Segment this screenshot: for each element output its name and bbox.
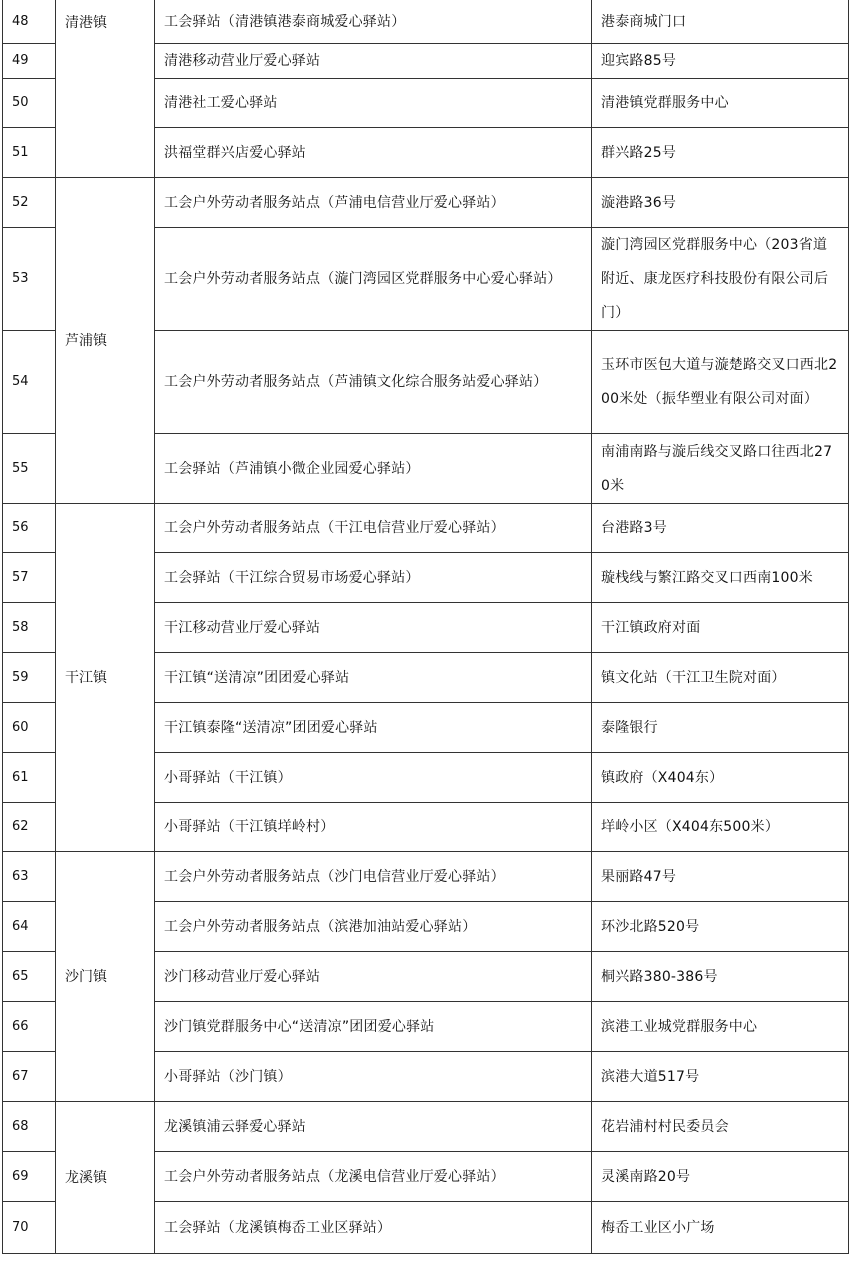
row-number: 52 bbox=[3, 178, 56, 228]
row-number: 64 bbox=[3, 902, 56, 952]
table-row bbox=[3, 0, 849, 44]
station-name: 工会户外劳动者服务站点（沙门电信营业厅爱心驿站） bbox=[155, 852, 592, 902]
row-number: 66 bbox=[3, 1002, 56, 1052]
town-cell: 清港镇 bbox=[56, 0, 155, 178]
station-address: 滨港工业城党群服务中心 bbox=[592, 1002, 849, 1052]
station-name: 沙门移动营业厅爱心驿站 bbox=[155, 952, 592, 1002]
row-number: 57 bbox=[3, 553, 56, 603]
row-number: 49 bbox=[3, 44, 56, 79]
station-address: 群兴路25号 bbox=[592, 128, 849, 178]
row-number: 48 bbox=[3, 0, 56, 44]
table-row bbox=[3, 852, 849, 902]
row-number: 67 bbox=[3, 1052, 56, 1102]
town-cell: 沙门镇 bbox=[56, 852, 155, 1102]
station-name: 工会驿站（清港镇港泰商城爱心驿站） bbox=[155, 0, 592, 44]
station-name: 工会驿站（干江综合贸易市场爱心驿站） bbox=[155, 553, 592, 603]
station-name: 洪福堂群兴店爱心驿站 bbox=[155, 128, 592, 178]
row-number: 70 bbox=[3, 1202, 56, 1254]
station-address: 迎宾路85号 bbox=[592, 44, 849, 79]
station-name: 工会户外劳动者服务站点（龙溪电信营业厅爱心驿站） bbox=[155, 1152, 592, 1202]
town-cell: 龙溪镇 bbox=[56, 1102, 155, 1254]
station-name: 沙门镇党群服务中心“送清凉”团团爱心驿站 bbox=[155, 1002, 592, 1052]
station-address: 桐兴路380-386号 bbox=[592, 952, 849, 1002]
station-name: 工会户外劳动者服务站点（滨港加油站爱心驿站） bbox=[155, 902, 592, 952]
table-row bbox=[3, 1102, 849, 1152]
station-name: 龙溪镇浦云驿爱心驿站 bbox=[155, 1102, 592, 1152]
station-address: 镇文化站（干江卫生院对面） bbox=[592, 653, 849, 703]
station-address: 泰隆银行 bbox=[592, 703, 849, 753]
station-name: 小哥驿站（干江镇） bbox=[155, 753, 592, 803]
station-name: 清港社工爱心驿站 bbox=[155, 79, 592, 128]
station-name: 工会户外劳动者服务站点（干江电信营业厅爱心驿站） bbox=[155, 504, 592, 553]
station-address: 果丽路47号 bbox=[592, 852, 849, 902]
station-address: 南浦南路与漩后线交叉路口往西北270米 bbox=[592, 434, 849, 504]
station-name: 工会户外劳动者服务站点（芦浦电信营业厅爱心驿站） bbox=[155, 178, 592, 228]
station-address: 清港镇党群服务中心 bbox=[592, 79, 849, 128]
station-table bbox=[2, 0, 849, 1254]
row-number: 60 bbox=[3, 703, 56, 753]
row-number: 68 bbox=[3, 1102, 56, 1152]
station-address: 台港路3号 bbox=[592, 504, 849, 553]
station-address: 环沙北路520号 bbox=[592, 902, 849, 952]
station-address: 玉环市医包大道与漩楚路交叉口西北200米处（振华塑业有限公司对面） bbox=[592, 331, 849, 434]
row-number: 61 bbox=[3, 753, 56, 803]
station-name: 干江镇“送清凉”团团爱心驿站 bbox=[155, 653, 592, 703]
station-address: 璇栈线与繁江路交叉口西南100米 bbox=[592, 553, 849, 603]
station-name: 工会驿站（龙溪镇梅岙工业区驿站） bbox=[155, 1202, 592, 1254]
station-address: 梅岙工业区小广场 bbox=[592, 1202, 849, 1254]
station-name: 工会户外劳动者服务站点（芦浦镇文化综合服务站爱心驿站） bbox=[155, 331, 592, 434]
station-address: 漩港路36号 bbox=[592, 178, 849, 228]
row-number: 62 bbox=[3, 803, 56, 852]
station-address: 镇政府（X404东） bbox=[592, 753, 849, 803]
row-number: 53 bbox=[3, 228, 56, 331]
table-row bbox=[3, 504, 849, 553]
row-number: 50 bbox=[3, 79, 56, 128]
station-address: 垟岭小区（X404东500米） bbox=[592, 803, 849, 852]
station-address: 花岩浦村村民委员会 bbox=[592, 1102, 849, 1152]
row-number: 59 bbox=[3, 653, 56, 703]
station-address: 干江镇政府对面 bbox=[592, 603, 849, 653]
station-address: 滨港大道517号 bbox=[592, 1052, 849, 1102]
row-number: 56 bbox=[3, 504, 56, 553]
station-name: 小哥驿站（干江镇垟岭村） bbox=[155, 803, 592, 852]
town-cell: 干江镇 bbox=[56, 504, 155, 852]
row-number: 65 bbox=[3, 952, 56, 1002]
station-name: 干江镇泰隆“送清凉”团团爱心驿站 bbox=[155, 703, 592, 753]
station-name: 工会户外劳动者服务站点（漩门湾园区党群服务中心爱心驿站） bbox=[155, 228, 592, 331]
row-number: 58 bbox=[3, 603, 56, 653]
station-name: 工会驿站（芦浦镇小微企业园爱心驿站） bbox=[155, 434, 592, 504]
town-cell: 芦浦镇 bbox=[56, 178, 155, 504]
station-address: 港泰商城门口 bbox=[592, 0, 849, 44]
station-address: 漩门湾园区党群服务中心（203省道附近、康龙医疗科技股份有限公司后门） bbox=[592, 228, 849, 331]
station-name: 清港移动营业厅爱心驿站 bbox=[155, 44, 592, 79]
station-name: 干江移动营业厅爱心驿站 bbox=[155, 603, 592, 653]
row-number: 63 bbox=[3, 852, 56, 902]
row-number: 55 bbox=[3, 434, 56, 504]
row-number: 54 bbox=[3, 331, 56, 434]
row-number: 51 bbox=[3, 128, 56, 178]
row-number: 69 bbox=[3, 1152, 56, 1202]
station-name: 小哥驿站（沙门镇） bbox=[155, 1052, 592, 1102]
station-address: 灵溪南路20号 bbox=[592, 1152, 849, 1202]
table-row bbox=[3, 178, 849, 228]
